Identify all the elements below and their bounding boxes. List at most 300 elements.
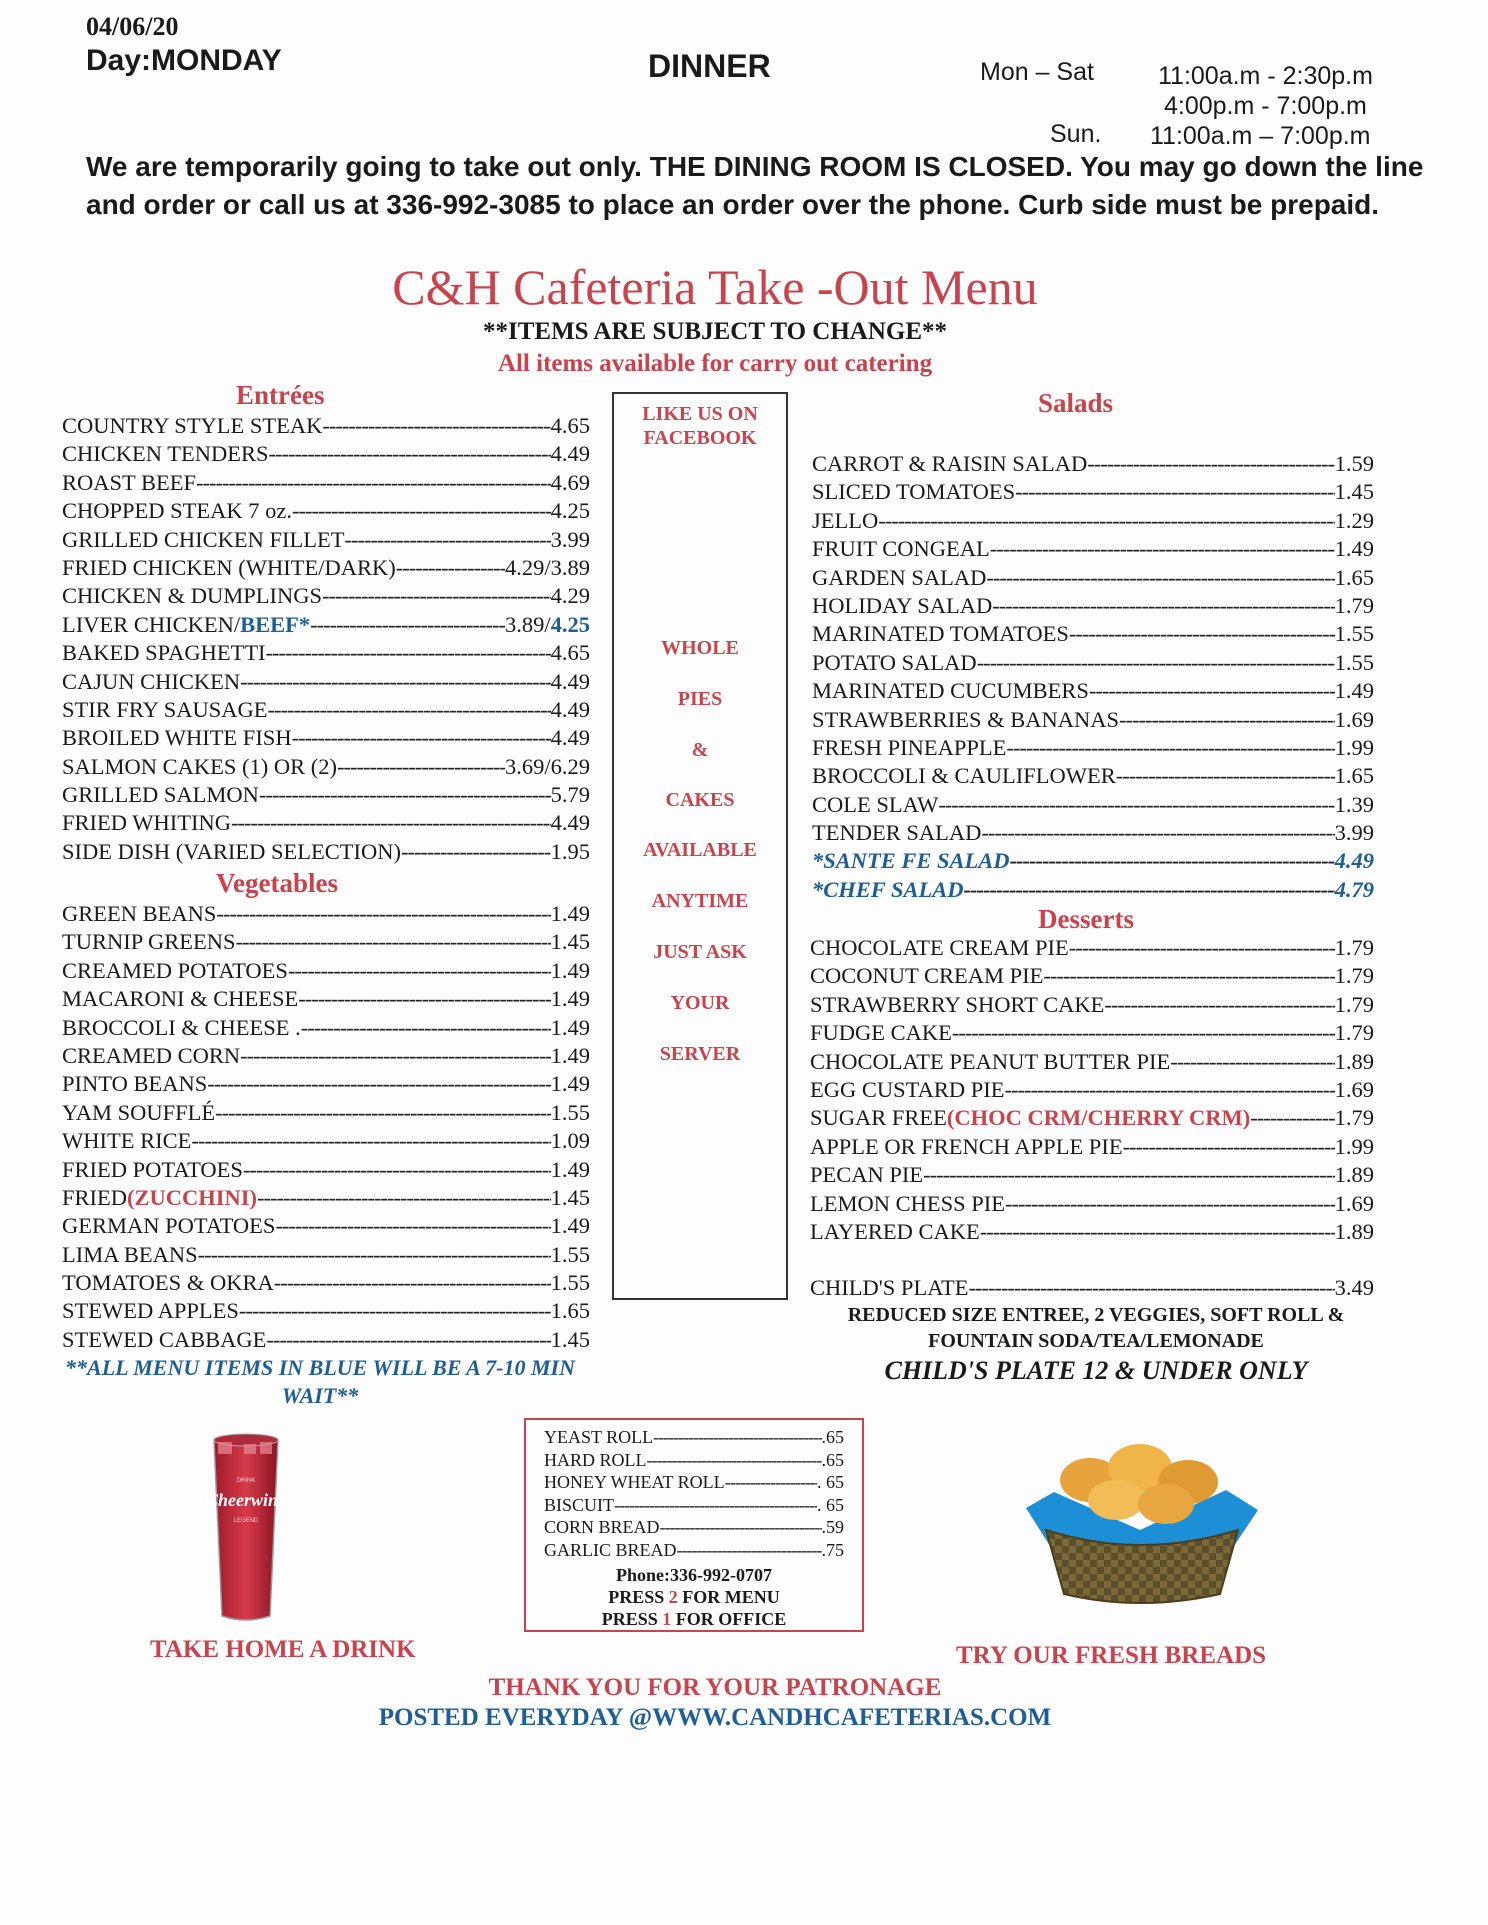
vegetable-row [62, 1241, 590, 1269]
item-price: 3.89/ [504, 611, 551, 637]
leader-dots [1069, 934, 1335, 962]
item-name: *SANTE FE SALAD [812, 848, 1010, 874]
vegetables-heading: Vegetables [216, 868, 338, 898]
item-price: 4.65 [550, 640, 590, 666]
leader-dots [266, 639, 551, 667]
item-price: .59 [821, 1517, 844, 1538]
item-price: 1.65 [1334, 564, 1374, 590]
leader-dots [986, 564, 1334, 592]
leader-dots [198, 1241, 551, 1269]
salad-row [812, 564, 1374, 592]
promo-line: ANYTIME [651, 890, 749, 912]
item-name: COLE SLAW [812, 791, 939, 817]
item-price: 3.99 [1334, 820, 1374, 846]
promo-line: WHOLE [661, 637, 739, 659]
item-price: 1.79 [1334, 1020, 1374, 1046]
leader-dots [240, 1042, 550, 1070]
item-price: .65 [821, 1449, 844, 1470]
item-price: 1.69 [1334, 706, 1374, 732]
item-name: LIMA BEANS [62, 1241, 198, 1267]
item-price: 1.49 [550, 1071, 590, 1097]
vegetable-row [62, 1042, 590, 1070]
item-price: 1.99 [1334, 734, 1374, 760]
item-name: CHOCOLATE CREAM PIE [810, 935, 1069, 960]
item-price: 1.55 [1334, 621, 1374, 647]
item-price: . 65 [817, 1472, 844, 1493]
item-price: 1.45 [1334, 479, 1374, 505]
item-name: PECAN PIE [810, 1162, 924, 1188]
hours-time-weekday-dinner: 4:00p.m - 7:00p.m [1164, 92, 1367, 120]
vegetable-row [62, 1184, 590, 1212]
press-menu: PRESS 2 FOR MENU [608, 1587, 780, 1607]
item-price: 3.99 [550, 526, 590, 552]
entree-row [62, 611, 590, 639]
item-price: 1.95 [550, 838, 590, 864]
dessert-row [810, 1190, 1374, 1218]
item-name: CORN BREAD [544, 1517, 660, 1538]
item-price: 4.49 [550, 441, 590, 467]
item-price: 1.09 [550, 1128, 590, 1154]
dessert-row [810, 1104, 1374, 1132]
leader-dots [992, 592, 1334, 620]
item-name: PINTO BEANS [62, 1071, 208, 1097]
entree-row [62, 696, 590, 724]
leader-dots [1015, 478, 1334, 506]
item-price: 1.39 [1334, 791, 1374, 817]
item-name: CREAMED CORN [62, 1042, 241, 1068]
desserts-list [810, 934, 1374, 1246]
leader-dots [207, 1070, 550, 1098]
item-name: TOMATOES & OKRA [62, 1270, 274, 1296]
leader-dots [647, 1449, 822, 1472]
leader-dots [614, 1494, 817, 1517]
item-price: .75 [821, 1539, 844, 1560]
menu-title: C&H Cafeteria Take -Out Menu [392, 259, 1038, 315]
item-price: 1.49 [550, 1213, 590, 1239]
item-price: 1.49 [550, 901, 590, 926]
item-name: GRILLED CHICKEN FILLET [62, 526, 345, 552]
drink-brand-text: Cheerwine [205, 1490, 287, 1510]
item-name: FRIED [62, 1184, 128, 1210]
item-accent: (CHOC CRM/CHERRY CRM) [946, 1105, 1251, 1131]
salads-heading: Salads [1038, 388, 1114, 418]
item-price: 1.49 [550, 1042, 590, 1068]
promo-line: CAKES [665, 789, 735, 811]
drink-top-text: DRINK [236, 1478, 256, 1484]
hours-days-weekday: Mon – Sat [980, 58, 1094, 86]
item-price: 1.79 [1334, 592, 1374, 618]
entree-row [62, 781, 590, 809]
leader-dots [196, 469, 551, 497]
item-name: MARINATED TOMATOES [812, 621, 1069, 647]
item-price: 3.69/6.29 [504, 753, 590, 779]
drink-bottom-text: LEGEND [233, 1518, 259, 1524]
bread-row [544, 1539, 844, 1562]
item-price: .65 [821, 1427, 844, 1447]
entree-row [62, 838, 590, 866]
leader-dots [236, 928, 551, 956]
salad-row [812, 478, 1374, 506]
leader-dots [660, 1516, 822, 1539]
item-price: 1.99 [1334, 1133, 1374, 1159]
item-name: CHICKEN & DUMPLINGS [62, 583, 323, 609]
vegetable-row [62, 985, 590, 1013]
item-price: 1.49 [1334, 536, 1374, 562]
leader-dots [1087, 450, 1334, 478]
item-name: STRAWBERRY SHORT CAKE [810, 991, 1105, 1017]
leader-dots [1170, 1048, 1334, 1076]
salad-row [812, 507, 1374, 535]
item-name: EGG CUSTARD PIE [810, 1076, 1005, 1102]
item-name: LIVER CHICKEN/ [62, 611, 241, 637]
leader-dots [239, 1297, 551, 1325]
item-name: LAYERED CAKE [810, 1218, 980, 1244]
vegetable-row [62, 1269, 590, 1297]
item-price: 1.45 [550, 929, 590, 955]
entree-row [62, 497, 590, 525]
leader-dots [267, 696, 550, 724]
entrees-list [62, 412, 590, 866]
salads-list [812, 450, 1374, 904]
leader-dots [215, 1099, 550, 1127]
catering-note: All items available for carry out catering [497, 350, 933, 377]
leader-dots [1043, 962, 1334, 990]
bread-row [544, 1471, 844, 1494]
item-price: 4.49 [550, 725, 590, 751]
leader-dots [952, 1019, 1335, 1047]
item-name: LEMON CHESS PIE [810, 1190, 1006, 1216]
leader-dots [878, 507, 1334, 535]
salad-row [812, 734, 1374, 762]
entree-row [62, 668, 590, 696]
item-name: STIR FRY SAUSAGE [62, 696, 268, 722]
item-price: 1.79 [1334, 963, 1374, 989]
item-name: BROCCOLI & CHEESE . [62, 1014, 301, 1040]
hours-time-weekday-lunch: 11:00a.m - 2:30p.m [1158, 62, 1373, 90]
item-name: ROAST BEEF [62, 469, 196, 495]
item-name: COCONUT CREAM PIE [810, 963, 1044, 989]
dessert-row [810, 962, 1374, 990]
leader-dots [292, 497, 551, 525]
item-price: 1.49 [550, 957, 590, 983]
leader-dots [243, 1156, 551, 1184]
item-name: SUGAR FREE [810, 1105, 947, 1131]
office-phone: Phone:336-992-0707 [616, 1565, 772, 1585]
item-price: 1.29 [1334, 507, 1374, 533]
item-name: BAKED SPAGHETTI [62, 640, 266, 666]
vegetable-row [62, 1297, 590, 1325]
bread-row [544, 1494, 844, 1517]
leader-dots [401, 838, 551, 866]
facebook-note: LIKE US ON FACEBOOK [642, 403, 758, 449]
item-price: 1.55 [550, 1270, 590, 1296]
item-name: FRESH PINEAPPLE [812, 734, 1007, 760]
leader-dots [266, 1326, 550, 1354]
item-price: 1.49 [550, 1156, 590, 1182]
child-plate [810, 1274, 1374, 1302]
bread-row [544, 1426, 844, 1449]
promo-line: SERVER [659, 1043, 741, 1065]
item-name: FRIED POTATOES [62, 1156, 243, 1182]
vegetable-row [62, 900, 590, 928]
item-price: 1.79 [1334, 1105, 1374, 1131]
item-name: HONEY WHEAT ROLL [544, 1472, 725, 1493]
leader-dots [257, 1184, 551, 1212]
entree-row [62, 412, 590, 440]
entree-row [62, 753, 590, 781]
leader-dots [677, 1539, 822, 1562]
entrees-heading: Entrées [236, 380, 325, 410]
item-price: 1.89 [1334, 1218, 1374, 1244]
item-price: 4.49 [550, 696, 590, 722]
vegetable-row [62, 1326, 590, 1354]
leader-dots [191, 1127, 550, 1155]
leader-dots [292, 724, 551, 752]
dessert-row [810, 1133, 1374, 1161]
press-office: PRESS 1 FOR OFFICE [601, 1609, 787, 1629]
leader-dots [1123, 1133, 1335, 1161]
item-name: STRAWBERRIES & BANANAS [812, 706, 1119, 732]
item-price: 1.49 [1334, 678, 1374, 704]
child-plate-description: REDUCED SIZE ENTREE, 2 VEGGIES, SOFT ROLL & FOUNTAIN SODA/TEA/LEMONADE [847, 1304, 1345, 1352]
item-name: TENDER SALAD [812, 820, 982, 846]
dessert-row [810, 1019, 1374, 1047]
leader-dots [275, 1212, 550, 1240]
item-price: 1.59 [1334, 451, 1374, 476]
item-name: GREEN BEANS [62, 901, 217, 926]
entree-row [62, 582, 590, 610]
promo-line: PIES [677, 688, 723, 710]
salad-row [812, 876, 1374, 904]
item-price: 4.49 [1334, 848, 1374, 874]
leader-dots [322, 412, 550, 440]
salad-row [812, 450, 1374, 478]
item-price: 1.55 [550, 1241, 590, 1267]
leader-dots [310, 611, 505, 639]
vegetable-row [62, 928, 590, 956]
item-price: 1.65 [1334, 763, 1374, 789]
item-price: 1.69 [1334, 1190, 1374, 1216]
salad-row [812, 649, 1374, 677]
item-price: 1.49 [550, 1014, 590, 1040]
item-price: 1.45 [550, 1326, 590, 1352]
leader-dots [653, 1426, 821, 1449]
vegetable-row [62, 1099, 590, 1127]
meal-type: DINNER [648, 48, 771, 84]
leader-dots [923, 1161, 1334, 1189]
leader-dots [298, 985, 550, 1013]
website-note: POSTED EVERYDAY @WWW.CANDHCAFETERIAS.COM [378, 1704, 1052, 1731]
dessert-row [810, 934, 1374, 962]
leader-dots [725, 1471, 817, 1494]
item-name: FRIED CHICKEN (WHITE/DARK) [62, 554, 396, 580]
item-price: 1.69 [1334, 1076, 1374, 1102]
vegetable-row [62, 1212, 590, 1240]
item-name: CHOPPED STEAK 7 oz. [62, 498, 293, 524]
item-name: SIDE DISH (VARIED SELECTION) [62, 838, 401, 864]
entree-row [62, 440, 590, 468]
item-price: 1.49 [550, 986, 590, 1012]
item-name: COUNTRY STYLE STEAK [62, 413, 323, 438]
salad-row [812, 592, 1374, 620]
item-name: MACARONI & CHEESE [62, 986, 299, 1012]
drink-caption: TAKE HOME A DRINK [150, 1636, 416, 1663]
entree-row [62, 469, 590, 497]
bread-basket-icon [1020, 1434, 1264, 1608]
item-name: JELLO [812, 507, 879, 533]
takeout-notice: We are temporarily going to take out only. THE DINING ROOM IS CLOSED. You may go down the line and order or call us at 336-992-3085 to place an order over the phone. Curb side must be prepaid. [86, 151, 1424, 220]
dessert-row [810, 991, 1374, 1019]
blue-items-note: **ALL MENU ITEMS IN BLUE WILL BE A 7-10 MIN WAIT** [65, 1355, 575, 1408]
item-name: *CHEF SALAD [812, 876, 964, 902]
leader-dots [1250, 1104, 1334, 1132]
menu-date: 04/06/20 [86, 12, 179, 41]
entree-row [62, 554, 590, 582]
leader-dots [1005, 1190, 1335, 1218]
item-name: MARINATED CUCUMBERS [812, 678, 1089, 704]
salad-row [812, 677, 1374, 705]
vegetable-row [62, 957, 590, 985]
leader-dots [981, 819, 1334, 847]
leader-dots [344, 526, 550, 554]
item-name: STEWED CABBAGE [62, 1326, 267, 1352]
leader-dots [1116, 762, 1335, 790]
bread-caption: TRY OUR FRESH BREADS [956, 1642, 1267, 1669]
cheerwine-glass-icon [156, 1418, 326, 1632]
leader-dots [980, 1218, 1335, 1246]
vegetables-list [62, 900, 590, 1354]
salad-row [812, 819, 1374, 847]
salad-row [812, 791, 1374, 819]
item-name: GERMAN POTATOES [62, 1213, 276, 1239]
item-price: 4.69 [550, 469, 590, 495]
leader-dots [288, 957, 551, 985]
desserts-heading: Desserts [1038, 904, 1134, 934]
leader-dots [964, 876, 1335, 904]
vegetable-row [62, 1156, 590, 1184]
leader-dots [977, 649, 1335, 677]
dessert-row [810, 1048, 1374, 1076]
leader-dots [216, 900, 550, 928]
item-name: SALMON CAKES (1) OR (2) [62, 753, 337, 779]
item-name: STEWED APPLES [62, 1298, 239, 1324]
dessert-row [810, 1076, 1374, 1104]
leader-dots [274, 1269, 551, 1297]
item-price: 4.65 [550, 413, 590, 438]
child-plate-price: 3.49 [1334, 1275, 1374, 1300]
item-name: FRIED WHITING [62, 810, 231, 836]
item-name: CARROT & RAISIN SALAD [812, 451, 1088, 476]
item-name: CHOCOLATE PEANUT BUTTER PIE [810, 1048, 1171, 1074]
item-name: GARLIC BREAD [544, 1539, 677, 1560]
child-plate-restriction: CHILD'S PLATE 12 & UNDER ONLY [884, 1356, 1308, 1385]
item-price: 1.79 [1334, 991, 1374, 1017]
menu-day: Day:MONDAY [86, 44, 282, 77]
entree-row [62, 526, 590, 554]
item-name: GARDEN SALAD [812, 564, 987, 590]
leader-dots [240, 668, 550, 696]
child-plate-name: CHILD'S PLATE [810, 1275, 969, 1300]
item-name: BROCCOLI & CAULIFLOWER [812, 763, 1116, 789]
item-name: GRILLED SALMON [62, 782, 259, 808]
item-price: 4.29 [550, 583, 590, 609]
item-name: CREAMED POTATOES [62, 957, 288, 983]
item-price: . 65 [817, 1494, 844, 1515]
salad-row [812, 762, 1374, 790]
item-name: TURNIP GREENS [62, 929, 236, 955]
item-name: SLICED TOMATOES [812, 479, 1016, 505]
item-price: 4.49 [550, 668, 590, 694]
item-price: 1.45 [550, 1184, 590, 1210]
salad-row [812, 620, 1374, 648]
leader-dots [396, 554, 505, 582]
leader-dots [938, 791, 1334, 819]
salad-row [812, 706, 1374, 734]
leader-dots [301, 1014, 551, 1042]
leader-dots [231, 809, 551, 837]
item-accent: (ZUCCHINI) [127, 1184, 258, 1210]
item-price: 4.79 [1334, 876, 1374, 902]
promo-line: JUST ASK [653, 941, 747, 963]
item-name: FRUIT CONGEAL [812, 536, 990, 562]
item-accent: BEEF* [240, 611, 311, 637]
item-price: 4.25 [550, 498, 590, 524]
leader-dots [990, 535, 1335, 563]
leader-dots [1104, 991, 1334, 1019]
promo-line: YOUR [670, 992, 730, 1014]
item-name: HOLIDAY SALAD [812, 592, 993, 618]
item-name: WHITE RICE [62, 1128, 192, 1154]
item-price: 1.89 [1334, 1162, 1374, 1188]
vegetable-row [62, 1070, 590, 1098]
item-name: BISCUIT [544, 1494, 615, 1515]
item-name: CAJUN CHICKEN [62, 668, 241, 694]
leader-dots [1119, 706, 1335, 734]
item-name: POTATO SALAD [812, 649, 977, 675]
leader-dots [1069, 620, 1335, 648]
item-price: 1.65 [550, 1298, 590, 1324]
leader-dots [337, 753, 505, 781]
item-name: HARD ROLL [544, 1449, 647, 1470]
item-name: CHICKEN TENDERS [62, 441, 269, 467]
entree-row [62, 809, 590, 837]
leader-dots [322, 582, 551, 610]
breads-list [544, 1426, 844, 1562]
entree-row [62, 639, 590, 667]
leader-dots [1010, 847, 1335, 875]
item-name: FUDGE CAKE [810, 1020, 952, 1046]
item-name: YAM SOUFFLÉ [62, 1099, 216, 1125]
item-price: 4.49 [550, 810, 590, 836]
bread-row [544, 1516, 844, 1539]
bread-row [544, 1449, 844, 1472]
item-price: 1.89 [1334, 1048, 1374, 1074]
salad-row [812, 535, 1374, 563]
vegetable-row [62, 1014, 590, 1042]
item-price: 4.29/3.89 [504, 554, 590, 580]
item-price: 1.55 [550, 1099, 590, 1125]
entree-row [62, 724, 590, 752]
item-name: YEAST ROLL [544, 1427, 654, 1447]
dessert-row [810, 1218, 1374, 1246]
item-price: 1.79 [1334, 935, 1374, 960]
promo-line: AVAILABLE [643, 839, 757, 861]
dessert-row [810, 1161, 1374, 1189]
hours-time-sunday: 11:00a.m – 7:00p.m [1150, 122, 1371, 150]
leader-dots [268, 440, 550, 468]
leader-dots [1004, 1076, 1334, 1104]
item-name: APPLE OR FRENCH APPLE PIE [810, 1133, 1123, 1159]
